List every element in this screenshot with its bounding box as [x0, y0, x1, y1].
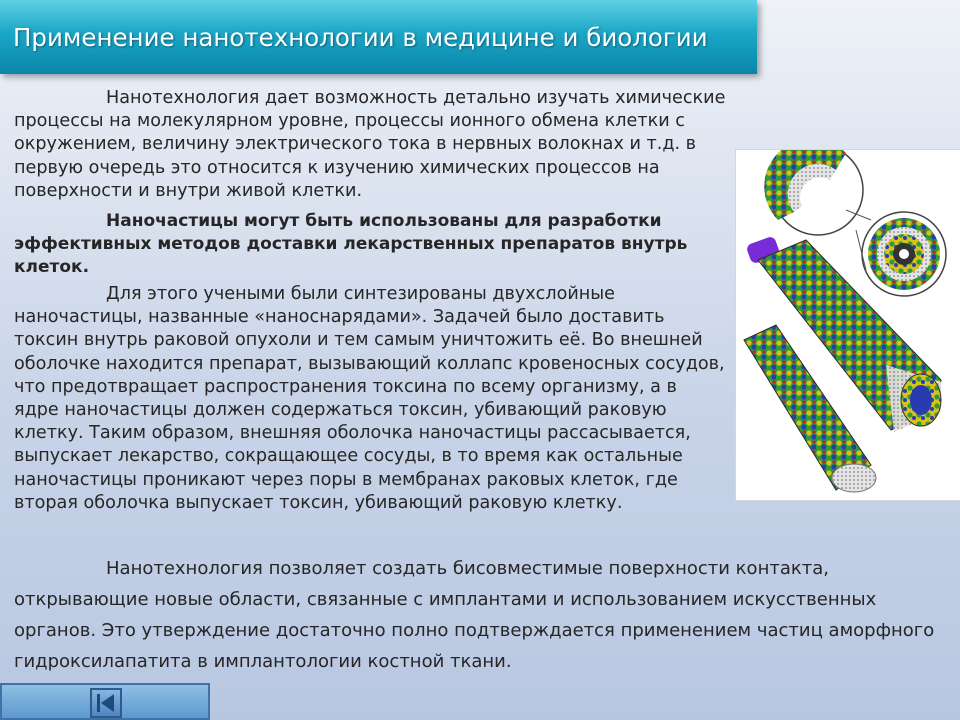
title-bar — [0, 0, 757, 74]
back-arrow-icon — [92, 690, 120, 716]
paragraph-4 — [14, 553, 944, 677]
paragraph-2-text: Наночастицы могут быть использованы для разработки эффективных методов доставки лекарственных препаратов внутрь клеток. — [14, 211, 688, 278]
back-button[interactable] — [90, 688, 122, 718]
paragraph-3 — [14, 283, 726, 515]
nanotube-illustration-icon — [736, 150, 960, 500]
paragraph-4-text: Нанотехнология позволяет создать бисовместимые поверхности контакта, открывающие новые области, связанные с имплантами и использованием искусственных органов. Это утверждение достаточно полно подтверждается применением частиц аморфного гидроксилапатита в имплантологии костной ткани. — [14, 558, 935, 672]
nanotube-figure — [735, 149, 960, 501]
paragraph-2 — [14, 210, 726, 280]
slide-title: Применение нанотехнологии в медицине и биологии — [13, 22, 708, 52]
navigation-bar — [0, 683, 210, 720]
paragraph-1 — [14, 87, 726, 203]
paragraph-1-text: Нанотехнология дает возможность детально изучать химические процессы на молекулярном уровне, процессы ионного обмена клетки с окружением, величину электрического тока в нервных волокнах и т.д. в первую очередь это относится к изучению химических процессов на поверхности и внутри живой клетки. — [14, 88, 726, 201]
paragraph-3-text: Для этого учеными были синтезированы двухслойные наночастицы, названные «наноснарядами». Задачей было доставить токсин внутрь раковой опухоли и тем самым уничтожить её. Во внешней оболочке находится препарат, вызывающий коллапс кровеносных сосудов, что предотвращает распространения токсина по всему организму, а в ядре наночастицы должен содержаться токсин, убивающий раковую клетку. Таким образом, внешняя оболочка наночастицы рассасывается, выпускает лекарство, сокращающее сосуды, в то время как остальные наночастицы проникают через поры в мембранах раковых клеток, где вторая оболочка выпускает токсин, убивающий раковую клетку. — [14, 284, 725, 513]
